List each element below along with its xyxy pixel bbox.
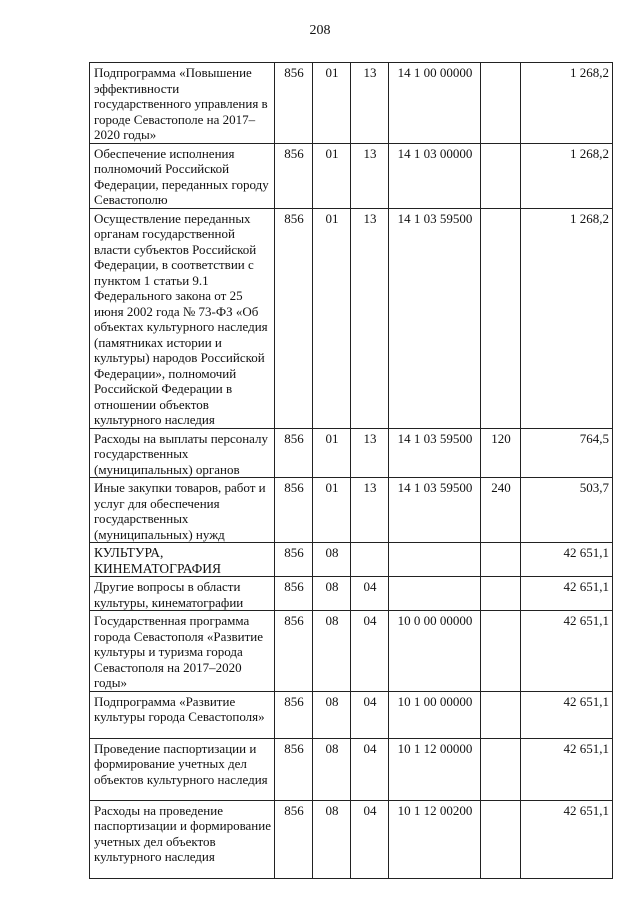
amount: 42 651,1 [521, 543, 613, 577]
expense-type-code [481, 738, 521, 800]
section-code: 08 [313, 543, 351, 577]
amount: 1 268,2 [521, 63, 613, 144]
section-code: 08 [313, 738, 351, 800]
row-name: Осуществление переданных органам государственной власти субъектов Российской Федерации, в соответствии с пунктом 1 статьи 9.1 Федерального закона от 25 июня 2002 года № 73-ФЗ «Об объектах культурного наследия (памятниках истории и культуры) народов Российской Федерации», полномочий Российской Федерации в отношении объектов культурного наследия [90, 208, 275, 428]
table-row [90, 143, 613, 208]
table-row [90, 478, 613, 543]
ministry-code: 856 [275, 428, 313, 478]
target-code [389, 577, 481, 611]
subsection-code [351, 543, 389, 577]
amount: 42 651,1 [521, 738, 613, 800]
ministry-code: 856 [275, 611, 313, 692]
table-row [90, 691, 613, 738]
subsection-code: 13 [351, 478, 389, 543]
section-code: 08 [313, 691, 351, 738]
target-code: 10 1 00 00000 [389, 691, 481, 738]
ministry-code: 856 [275, 543, 313, 577]
target-code [389, 543, 481, 577]
amount: 42 651,1 [521, 691, 613, 738]
table-row [90, 208, 613, 428]
expense-type-code: 240 [481, 478, 521, 543]
section-code: 08 [313, 800, 351, 878]
subsection-code: 13 [351, 143, 389, 208]
expense-type-code [481, 691, 521, 738]
ministry-code: 856 [275, 577, 313, 611]
section-code: 01 [313, 143, 351, 208]
target-code: 14 1 03 00000 [389, 143, 481, 208]
row-name: Проведение паспортизации и формирование учетных дел объектов культурного наследия [90, 738, 275, 800]
subsection-code: 04 [351, 611, 389, 692]
row-name: Государственная программа города Севастополя «Развитие культуры и туризма города Севастополя на 2017–2020 годы» [90, 611, 275, 692]
ministry-code: 856 [275, 691, 313, 738]
row-name: Расходы на выплаты персоналу государственных (муниципальных) органов [90, 428, 275, 478]
expense-type-code [481, 543, 521, 577]
target-code: 10 1 12 00000 [389, 738, 481, 800]
target-code: 14 1 03 59500 [389, 428, 481, 478]
table-row [90, 800, 613, 878]
row-name: Расходы на проведение паспортизации и формирование учетных дел объектов культурного наследия [90, 800, 275, 878]
expense-type-code [481, 577, 521, 611]
table-row [90, 428, 613, 478]
ministry-code: 856 [275, 738, 313, 800]
amount: 42 651,1 [521, 800, 613, 878]
target-code: 14 1 00 00000 [389, 63, 481, 144]
expense-type-code [481, 800, 521, 878]
table-row [90, 611, 613, 692]
row-name: Другие вопросы в области культуры, кинематографии [90, 577, 275, 611]
amount: 1 268,2 [521, 208, 613, 428]
section-code: 08 [313, 611, 351, 692]
table-row [90, 63, 613, 144]
table-row [90, 738, 613, 800]
page-number: 208 [309, 23, 331, 38]
row-name: Иные закупки товаров, работ и услуг для обеспечения государственных (муниципальных) нужд [90, 478, 275, 543]
subsection-code: 13 [351, 63, 389, 144]
subsection-code: 13 [351, 428, 389, 478]
expense-type-code [481, 143, 521, 208]
target-code: 14 1 03 59500 [389, 208, 481, 428]
amount: 503,7 [521, 478, 613, 543]
amount: 42 651,1 [521, 577, 613, 611]
expense-type-code [481, 63, 521, 144]
subsection-code: 04 [351, 800, 389, 878]
expense-type-code: 120 [481, 428, 521, 478]
row-name: Обеспечение исполнения полномочий Российской Федерации, переданных городу Севастополю [90, 143, 275, 208]
target-code: 10 0 00 00000 [389, 611, 481, 692]
section-code: 01 [313, 63, 351, 144]
table-row [90, 577, 613, 611]
ministry-code: 856 [275, 208, 313, 428]
expense-type-code [481, 611, 521, 692]
expense-type-code [481, 208, 521, 428]
section-code: 01 [313, 208, 351, 428]
subsection-code: 04 [351, 738, 389, 800]
subsection-code: 13 [351, 208, 389, 428]
ministry-code: 856 [275, 143, 313, 208]
ministry-code: 856 [275, 478, 313, 543]
section-code: 01 [313, 478, 351, 543]
row-name: Подпрограмма «Развитие культуры города Севастополя» [90, 691, 275, 738]
target-code: 10 1 12 00200 [389, 800, 481, 878]
ministry-code: 856 [275, 63, 313, 144]
target-code: 14 1 03 59500 [389, 478, 481, 543]
row-name: КУЛЬТУРА, КИНЕМАТОГРАФИЯ [90, 543, 275, 577]
table-row [90, 543, 613, 577]
section-code: 08 [313, 577, 351, 611]
subsection-code: 04 [351, 577, 389, 611]
section-code: 01 [313, 428, 351, 478]
amount: 764,5 [521, 428, 613, 478]
amount: 1 268,2 [521, 143, 613, 208]
ministry-code: 856 [275, 800, 313, 878]
subsection-code: 04 [351, 691, 389, 738]
budget-table [89, 62, 613, 879]
amount: 42 651,1 [521, 611, 613, 692]
row-name: Подпрограмма «Повышение эффективности государственного управления в городе Севастополе на 2017–2020 годы» [90, 63, 275, 144]
